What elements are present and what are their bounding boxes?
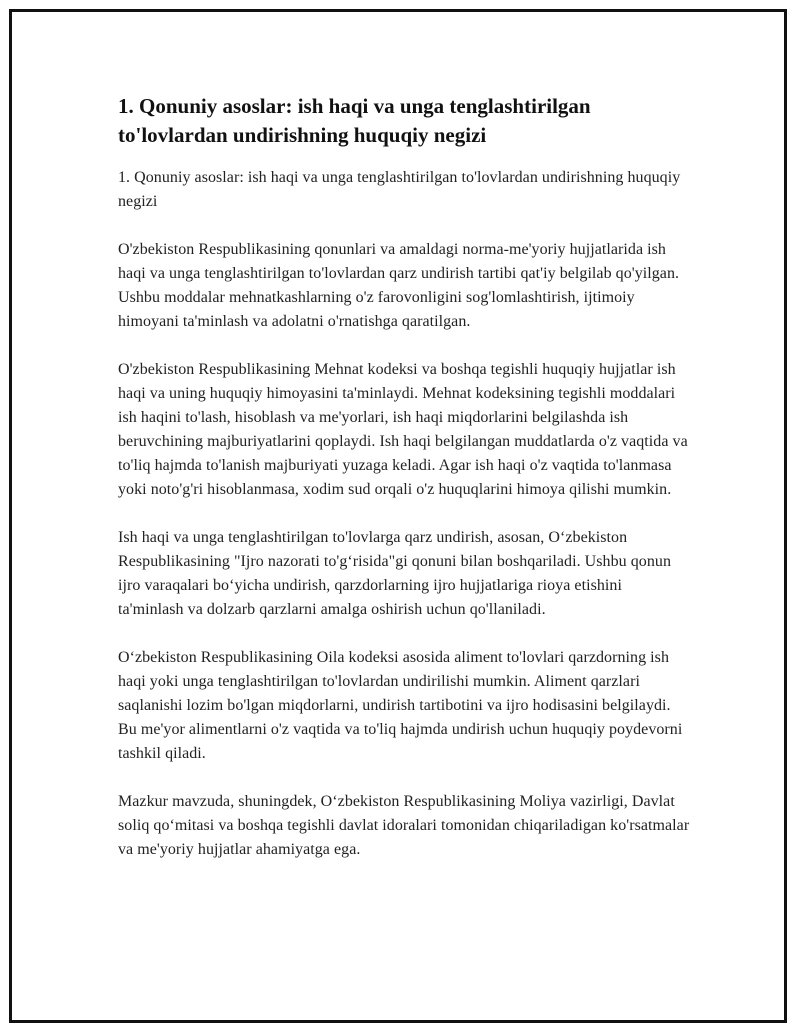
paragraph-1: O'zbekiston Respublikasining qonunlari va amaldagi norma-me'yoriy hujjatlarida ish haqi va unga tenglashtirilgan to'lovlardan qarz undirish tartibi qat'iy belgilab qo'yilgan. Ushbu moddalar mehnatkashlarning o'z farovonligini sog'lomlashtirish, ijtimoiy himoyani ta'minlash va adolatni o'rnatishga qaratilgan. <box>118 241 680 330</box>
paragraph-5: Mazkur mavzuda, shuningdek, O‘zbekiston Respublikasining Moliya vazirligi, Davlat soliq qo‘mitasi va boshqa tegishli davlat idoralari tomonidan chiqariladigan ko'rsatmalar va me'yoriy hujjatlar ahamiyatga ega. <box>118 793 690 858</box>
paragraph-2: O'zbekiston Respublikasining Mehnat kodeksi va boshqa tegishli huquqiy hujjatlar ish haqi va uning huquqiy himoyasini ta'minlaydi. Mehnat kodeksining tegishli moddalari ish haqini to'lash, hisoblash va me'yorlari, ish haqi miqdorlarini belgilashda ish beruvchining majburiyatlarini qoplaydi. Ish haqi belgilangan muddatlarda o'z vaqtida va to'liq hajmda to'lanish majburiyati yuzaga keladi. Agar ish haqi o'z vaqtida to'lanmasa yoki noto'g'ri hisoblanmasa, xodim sud orqali o'z huquqlarini himoya qilishi mumkin. <box>118 361 688 498</box>
page-title: 1. Qonuniy asoslar: ish haqi va unga tenglashtirilgan to'lovlardan undirishning huquqiy negizi <box>118 94 591 147</box>
section-subheading: 1. Qonuniy asoslar: ish haqi va unga tenglashtirilgan to'lovlardan undirishning huquqiy negizi <box>118 169 681 210</box>
paragraph-4: O‘zbekiston Respublikasining Oila kodeksi asosida aliment to'lovlari qarzdorning ish haqi yoki unga tenglashtirilgan to'lovlardan undirilishi mumkin. Aliment qarzlari saqlanishi lozim bo'lgan miqdorlarni, undirish tartibotini va ijro hodisasini belgilaydi. Bu me'yor alimentlarni o'z vaqtida va to'liq hajmda undirish uchun huquqiy poydevorni tashkil qiladi. <box>118 649 683 762</box>
document-body <box>118 92 690 886</box>
paragraph-3: Ish haqi va unga tenglashtirilgan to'lovlarga qarz undirish, asosan, O‘zbekiston Respublikasining "Ijro nazorati to'g‘risida"gi qonuni bilan boshqariladi. Ushbu qonun ijro varaqalari bo‘yicha undirish, qarzdorlarning ijro hujjatlariga rioya etishini ta'minlash va dolzarb qarzlarni amalga oshirish uchun qo'llaniladi. <box>118 529 672 618</box>
